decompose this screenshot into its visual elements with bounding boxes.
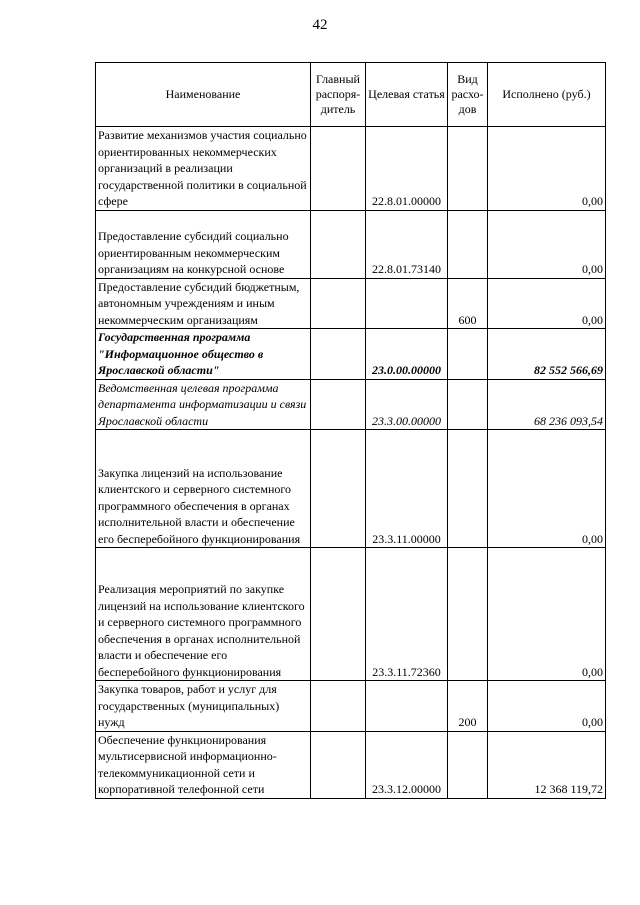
table-row <box>96 379 606 430</box>
page-number: 42 <box>312 17 328 33</box>
header-name: Наименование <box>96 63 311 127</box>
cell-target: 23.3.00.00000 <box>366 379 448 430</box>
cell-target: 22.8.01.73140 <box>366 210 448 278</box>
cell-target: 23.0.00.00000 <box>366 329 448 380</box>
cell-executed: 0,00 <box>488 430 606 548</box>
cell-name: Закупка товаров, работ и услуг для государственных (муниципальных) нужд <box>96 681 311 732</box>
cell-manager <box>311 430 366 548</box>
cell-executed: 82 552 566,69 <box>488 329 606 380</box>
cell-type: 200 <box>448 681 488 732</box>
cell-manager <box>311 210 366 278</box>
cell-name: Ведомственная целевая программа департамента информатизации и связи Ярославской области <box>96 379 311 430</box>
table-row <box>96 731 606 798</box>
cell-name: Закупка лицензий на использование клиентского и серверного системного программного обеспечения в органах исполнительной власти и обеспечение его бесперебойного функционирования <box>96 430 311 548</box>
cell-executed: 0,00 <box>488 548 606 681</box>
table-row <box>96 210 606 278</box>
header-type: Вид расхо-дов <box>448 63 488 127</box>
cell-executed: 0,00 <box>488 210 606 278</box>
cell-type <box>448 731 488 798</box>
table-header-row <box>96 63 606 127</box>
cell-manager <box>311 548 366 681</box>
cell-manager <box>311 731 366 798</box>
cell-executed: 12 368 119,72 <box>488 731 606 798</box>
cell-executed: 0,00 <box>488 127 606 211</box>
cell-type <box>448 430 488 548</box>
cell-manager <box>311 127 366 211</box>
cell-name: Обеспечение функционирования мультисервисной информационно-телекоммуникационной сети и корпоративной телефонной сети <box>96 731 311 798</box>
table-row <box>96 681 606 732</box>
cell-manager <box>311 329 366 380</box>
budget-table <box>95 62 606 799</box>
cell-name: Предоставление субсидий бюджетным, автономным учреждениям и иным некоммерческим организациям <box>96 278 311 329</box>
cell-target: 23.3.11.72360 <box>366 548 448 681</box>
cell-name: Реализация мероприятий по закупке лицензий на использование клиентского и серверного системного программного обеспечения в органах исполнительной власти и обеспечение его бесперебойного функционирования <box>96 548 311 681</box>
cell-target: 23.3.11.00000 <box>366 430 448 548</box>
cell-target <box>366 278 448 329</box>
cell-name: Предоставление субсидий социально ориентированным некоммерческим организациям на конкурсной основе <box>96 210 311 278</box>
cell-executed: 68 236 093,54 <box>488 379 606 430</box>
cell-name: Развитие механизмов участия социально ориентированных некоммерческих организаций в реализации государственной политики в социальной сфере <box>96 127 311 211</box>
cell-executed: 0,00 <box>488 278 606 329</box>
table-row <box>96 430 606 548</box>
cell-name: Государственная программа "Информационное общество в Ярославской области" <box>96 329 311 380</box>
table-row <box>96 329 606 380</box>
cell-target: 23.3.12.00000 <box>366 731 448 798</box>
cell-manager <box>311 681 366 732</box>
cell-type <box>448 548 488 681</box>
table-row <box>96 548 606 681</box>
cell-type: 600 <box>448 278 488 329</box>
cell-target <box>366 681 448 732</box>
table-row <box>96 278 606 329</box>
table-row <box>96 127 606 211</box>
header-manager: Главный распоря-дитель <box>311 63 366 127</box>
header-executed: Исполнено (руб.) <box>488 63 606 127</box>
header-target: Целевая статья <box>366 63 448 127</box>
cell-target: 22.8.01.00000 <box>366 127 448 211</box>
cell-type <box>448 379 488 430</box>
cell-type <box>448 329 488 380</box>
cell-type <box>448 127 488 211</box>
cell-manager <box>311 379 366 430</box>
cell-type <box>448 210 488 278</box>
cell-manager <box>311 278 366 329</box>
cell-executed: 0,00 <box>488 681 606 732</box>
